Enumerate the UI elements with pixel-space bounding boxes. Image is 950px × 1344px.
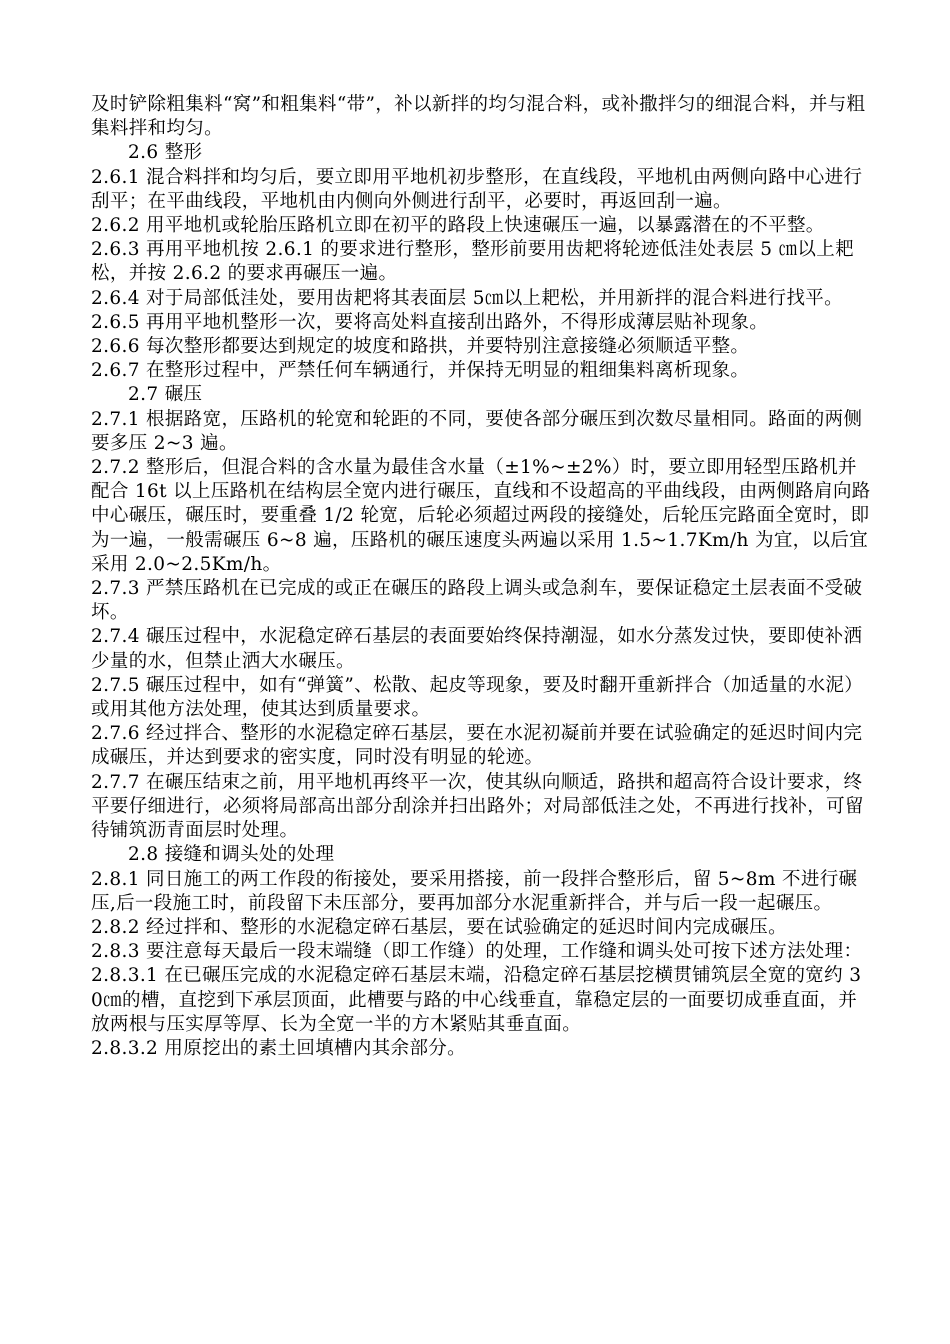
body-paragraph: 2.7.7 在碾压结束之前，用平地机再终平一次，使其纵向顺适，路拱和超高符合设计要求，终平要仔细进行，必须将局部高出部分刮涂并扫出路外；对局部低洼之处，不再进行找补，可留待铺筑沥青面层时处理。 [91, 771, 864, 842]
body-paragraph: 2.8.3 要注意每天最后一段末端缝（即工作缝）的处理，工作缝和调头处可按下述方法处理： [91, 941, 863, 963]
body-paragraph: 2.6.5 再用平地机整形一次，要将高处料直接刮出路外，不得形成薄层贴补现象。 [91, 311, 769, 333]
body-paragraph: 2.7.4 碾压过程中，水泥稳定碎石基层的表面要始终保持潮湿，如水分蒸发过快，要即使补洒少量的水，但禁止洒大水碾压。 [91, 626, 863, 672]
body-paragraph: 2.7.1 根据路宽，压路机的轮宽和轮距的不同，要使各部分碾压到次数尽量相同。路面的两侧要多压 2~3 遍。 [91, 408, 863, 454]
section-heading-2-7: 2.7 碾压 [128, 384, 203, 406]
section-heading-2-8: 2.8 接缝和调头处的处理 [128, 844, 335, 866]
body-paragraph: 2.6.4 对于局部低洼处，要用齿耙将其表面层 5㎝以上耙松，并用新拌的混合料进行找平。 [91, 287, 844, 309]
body-paragraph: 2.7.2 整形后，但混合料的含水量为最佳含水量（±1%~±2%）时，要立即用轻型压路机并配合 16t 以上压路机在结构层全宽内进行碾压，直线和不设超高的平曲线段，由两侧路肩向路中心碾压，碾压时，要重叠 1/2 轮宽，后轮必须超过两段的接缝处，后轮压完路面全宽时，即为一遍，一般需碾压 6~8 遍，压路机的碾压速度头两遍以采用 1.5~1.7Km/h 为宜，以后宜采用 2.0~2.5Km/h。 [91, 457, 871, 575]
body-paragraph: 2.7.6 经过拌合、整形的水泥稳定碎石基层，要在水泥初凝前并要在试验确定的延迟时间内完成碾压，并达到要求的密实度，同时没有明显的轮迹。 [91, 723, 863, 769]
body-paragraph: 2.6.3 再用平地机按 2.6.1 的要求进行整形，整形前要用齿耙将轮迹低洼处表层 5 ㎝以上耙松，并按 2.6.2 的要求再碾压一遍。 [91, 239, 854, 285]
body-paragraph: 2.6.7 在整形过程中，严禁任何车辆通行，并保持无明显的粗细集料离析现象。 [91, 360, 750, 382]
body-paragraph: 2.7.3 严禁压路机在已完成的或正在碾压的路段上调头或急刹车，要保证稳定土层表面不受破坏。 [91, 578, 863, 624]
body-paragraph: 2.8.1 同日施工的两工作段的衔接处，要采用搭接，前一段拌合整形后，留 5~8m 不进行碾压,后一段施工时，前段留下未压部分，要再加部分水泥重新拌合，并与后一段一起碾压。 [91, 868, 858, 914]
body-paragraph: 2.8.3.1 在已碾压完成的水泥稳定碎石基层末端，沿稳定碎石基层挖横贯铺筑层全宽的宽约 30㎝的槽，直挖到下承层顶面，此槽要与路的中心线垂直，靠稳定层的一面要切成垂直面，并放两根与压实厚等厚、长为全宽一半的方木紧贴其垂直面。 [91, 965, 862, 1035]
document-body [91, 93, 871, 1061]
body-paragraph: 2.6.6 每次整形都要达到规定的坡度和路拱，并要特别注意接缝必须顺适平整。 [91, 336, 750, 358]
body-paragraph: 2.8.3.2 用原挖出的素土回填槽内其余部分。 [91, 1037, 467, 1059]
body-paragraph: 2.6.2 用平地机或轮胎压路机立即在初平的路段上快速碾压一遍，以暴露潜在的不平整。 [91, 215, 825, 237]
body-paragraph: 2.7.5 碾压过程中，如有“弹簧”、松散、起皮等现象，要及时翻开重新拌合（加适量的水泥）或用其他方法处理，使其达到质量要求。 [91, 674, 864, 721]
section-heading-2-6: 2.6 整形 [128, 142, 203, 164]
body-paragraph: 及时铲除粗集料“窝”和粗集料“带”，补以新拌的均匀混合料，或补撒拌匀的细混合料，并与粗集料拌和均匀。 [91, 94, 866, 140]
body-paragraph: 2.8.2 经过拌和、整形的水泥稳定碎石基层，要在试验确定的延迟时间内完成碾压。 [91, 916, 787, 938]
body-paragraph: 2.6.1 混合料拌和均匀后，要立即用平地机初步整形，在直线段，平地机由两侧向路中心进行刮平；在平曲线段，平地机由内侧向外侧进行刮平，必要时，再返回刮一遍。 [91, 166, 863, 212]
